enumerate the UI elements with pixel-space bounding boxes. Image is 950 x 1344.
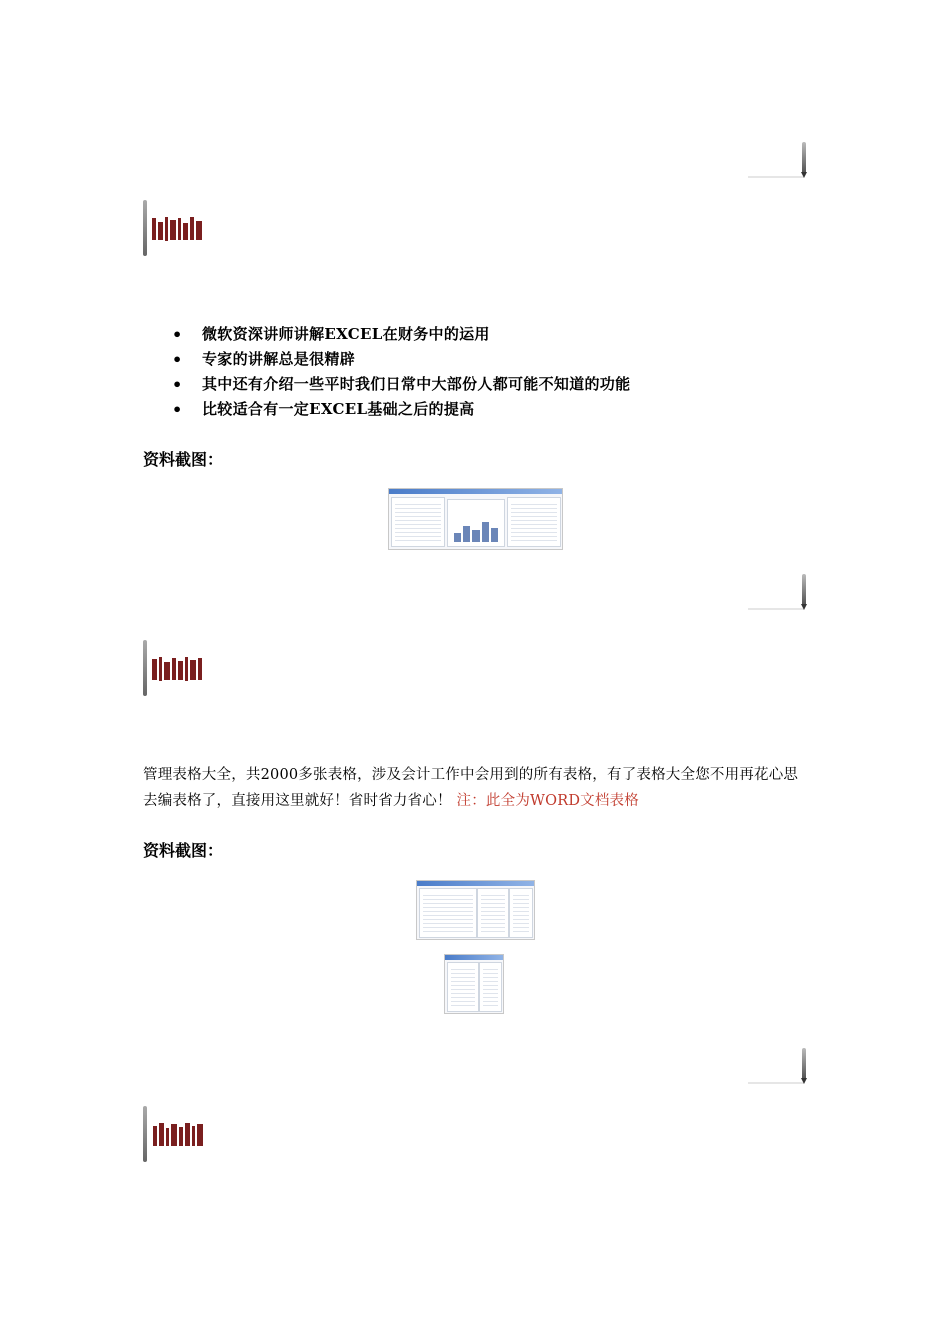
screenshot-caption: 资料截图： bbox=[143, 450, 224, 469]
screenshot-caption: 资料截图： bbox=[143, 841, 224, 860]
list-item: • 比较适合有一定EXCEL基础之后的提高 bbox=[172, 397, 772, 422]
section-description bbox=[143, 762, 807, 814]
pen-decoration-icon bbox=[748, 1048, 808, 1084]
excel-screenshot-thumbnail bbox=[388, 488, 563, 550]
forms-screenshot-thumbnail bbox=[416, 880, 535, 940]
section-heading-graphic bbox=[143, 640, 207, 696]
feature-bullet-list bbox=[172, 322, 772, 422]
list-item: • 其中还有介绍一些平时我们日常中大部份人都可能不知道的功能 bbox=[172, 372, 772, 397]
stylized-title-icon bbox=[151, 214, 205, 244]
note-text: 注：此全为WORD文档表格 bbox=[456, 793, 639, 809]
section-heading-graphic bbox=[143, 200, 207, 256]
forms-screenshot-thumbnail bbox=[444, 954, 504, 1014]
list-item: • 专家的讲解总是很精辟 bbox=[172, 347, 772, 372]
list-item: • 微软资深讲师讲解EXCEL在财务中的运用 bbox=[172, 322, 772, 347]
stylized-title-icon bbox=[151, 654, 205, 684]
description-text: 管理表格大全，共2000多张表格，涉及会计工作中会用到的所有表格，有了表格大全您不用再花心思去编表格了，直接用这里就好！省时省力省心！ bbox=[143, 767, 799, 809]
stylized-title-icon bbox=[151, 1120, 205, 1150]
pen-decoration-icon bbox=[748, 574, 808, 610]
pen-decoration-icon bbox=[748, 142, 808, 178]
section-heading-graphic bbox=[143, 1106, 207, 1162]
